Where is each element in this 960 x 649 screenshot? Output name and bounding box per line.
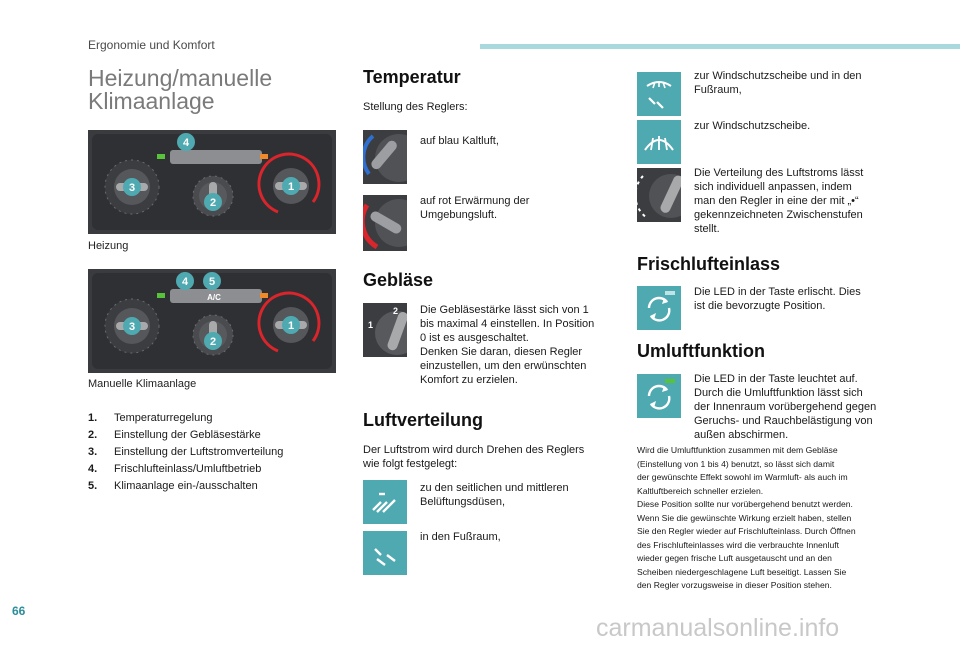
- legend-num: 4.: [88, 463, 98, 475]
- distribution-line: gekennzeichneten Zwischenstufen: [694, 209, 863, 221]
- legend-list: [88, 410, 283, 495]
- luftverteilung-item2: [420, 530, 501, 544]
- distribution-text: [694, 166, 863, 236]
- legend-text: Einstellung der Luftstromverteilung: [114, 446, 284, 458]
- note-line: Sie den Regler wieder auf Frischlufteinlass. Durch Öffnen: [637, 526, 856, 536]
- distribution-line: man den Regler in eine der mit „•“: [694, 195, 859, 207]
- heading-geblaese: Gebläse: [363, 270, 434, 290]
- distribution-line: Die Verteilung des Luftstroms lässt: [694, 167, 864, 179]
- marker-3: [123, 317, 141, 335]
- recirculation-icon: [637, 374, 681, 418]
- right-item3-line-1: zur Windschutzscheibe und in den: [694, 70, 862, 82]
- geblaese-line: Denken Sie daran, diesen Regler: [420, 346, 583, 358]
- luftverteilung-intro-line-1: Der Luftstrom wird durch Drehen des Reglers: [363, 444, 585, 456]
- legend-text: Frischlufteinlass/Umluftbetrieb: [114, 463, 262, 475]
- temperatur-blue-text: [420, 134, 499, 148]
- umluft-line: Die LED in der Taste leuchtet auf.: [694, 373, 858, 385]
- geblaese-line: bis maximal 4 einstellen. In Position: [420, 318, 595, 330]
- legend-item: [88, 410, 283, 427]
- button-strip: [170, 150, 262, 164]
- frischluft-text: [694, 285, 861, 313]
- legend-num: 2.: [88, 429, 98, 441]
- marker-4-text: 4: [181, 276, 189, 288]
- marker-4-text: 4: [182, 137, 190, 149]
- section-header: Ergonomie und Komfort: [88, 38, 215, 52]
- legend-item: [88, 461, 283, 478]
- knob-blue-drawing: [363, 130, 407, 184]
- geblaese-line: 0 ist es ausgeschaltet.: [420, 332, 529, 344]
- legend-num: 3.: [88, 446, 98, 458]
- legend-item: [88, 444, 283, 461]
- vent-windscreen-drawing: [637, 120, 681, 164]
- luftverteilung-item1-line-2: Belüftungsdüsen,: [420, 496, 506, 508]
- note-line: der gewünschte Effekt sowohl im Warmluft- als auch im: [637, 472, 848, 482]
- right-item4: zur Windschutzscheibe.: [694, 120, 811, 132]
- marker-5-text: 5: [208, 276, 216, 288]
- luftverteilung-item1: [420, 481, 569, 509]
- knob-red-image: [363, 195, 407, 251]
- vent-foot-icon: [363, 531, 407, 575]
- legend-text: Einstellung der Gebläsestärke: [114, 429, 261, 441]
- legend-num: 5.: [88, 480, 98, 492]
- note-line: Wird die Umluftfunktion zusammen mit dem Gebläse: [637, 445, 838, 455]
- umluft-line: der Innenraum vorübergehend gegen: [694, 401, 877, 413]
- marker-3-text: 3: [128, 321, 136, 333]
- temperatur-red-line-2: Umgebungsluft.: [420, 209, 498, 221]
- note-line: Diese Position sollte nur vorübergehend benutzt werden.: [637, 499, 853, 509]
- heading-temperatur: Temperatur: [363, 67, 461, 87]
- vent-face-icon: [363, 480, 407, 524]
- distribution-line: stellt.: [694, 223, 720, 235]
- luftverteilung-intro: [363, 443, 584, 471]
- note-line: des Frischlufteinlasses wird die verbrauchte Innenluft: [637, 539, 840, 550]
- marker-5: [203, 272, 221, 290]
- page-title: [88, 67, 272, 113]
- note-line: Kaltluftbereich schneller erzielen.: [637, 485, 764, 496]
- heading-luftverteilung: Luftverteilung: [363, 410, 483, 430]
- ac-panel-image: [88, 269, 336, 373]
- legend-item: [88, 478, 283, 495]
- umluft-text: [694, 372, 876, 442]
- note-line: Wenn Sie die gewünschte Wirkung erzielt haben, stellen: [637, 512, 852, 523]
- geblaese-line: einzustellen, um den erwünschten: [420, 360, 587, 372]
- right-item3-line-2: Fußraum,: [694, 84, 742, 96]
- umluft-line: Geruchs- und Rauchbelästigung von: [694, 415, 873, 427]
- note-line: wieder gegen frische Luft ausgetauscht und an den: [637, 553, 832, 563]
- legend-num: 1.: [88, 412, 98, 424]
- knob-fan-drawing: [363, 303, 407, 357]
- temperatur-red-line-1: auf rot Erwärmung der: [420, 195, 530, 207]
- marker-1: [282, 177, 300, 195]
- geblaese-line: Die Gebläsestärke lässt sich von 1: [420, 304, 589, 316]
- marker-2-text: 2: [209, 336, 217, 348]
- umluft-line: Durch die Umluftfunktion lässt sich: [694, 387, 863, 399]
- vent-windscreen-icon: [637, 120, 681, 164]
- knob-distribution-image: [637, 168, 681, 222]
- temperatur-red-text: [420, 194, 529, 222]
- svg-text:1: 1: [368, 320, 374, 330]
- recirculation-drawing: [637, 374, 681, 418]
- vent-windscreen-foot-icon: [637, 72, 681, 116]
- note-line: (Einstellung von 1 bis 4) benutzt, so lässt sich damit: [637, 458, 835, 469]
- legend-text: Temperaturregelung: [114, 412, 213, 424]
- knob-blue-image: [363, 130, 407, 184]
- vent-windscreen-foot-drawing: [637, 72, 681, 116]
- right-item3: [694, 69, 862, 97]
- vent-foot-drawing: [363, 531, 407, 575]
- luftverteilung-item2-line: in den Fußraum,: [420, 531, 501, 543]
- marker-4: [177, 133, 195, 151]
- temperatur-intro: Stellung des Reglers:: [363, 101, 468, 113]
- distribution-line: sich individuell anpassen, indem: [694, 181, 852, 193]
- ac-panel-drawing: [88, 269, 336, 373]
- page-number: 66: [12, 604, 26, 618]
- marker-4: [176, 272, 194, 290]
- header-bar: [480, 44, 960, 49]
- figure-caption-ac: Manuelle Klimaanlage: [88, 378, 197, 390]
- note-line: den Regler vorzugsweise in dieser Position stehen.: [637, 580, 832, 590]
- heating-panel-image: [88, 130, 336, 234]
- figure-caption-heating: Heizung: [88, 240, 129, 252]
- luftverteilung-item1-line-1: zu den seitlichen und mittleren: [420, 482, 569, 494]
- umluft-note: [637, 444, 856, 593]
- marker-3-text: 3: [128, 182, 136, 194]
- marker-2: [204, 332, 222, 350]
- svg-text:2: 2: [393, 306, 399, 316]
- marker-1: [282, 316, 300, 334]
- geblaese-text: [420, 303, 594, 387]
- legend-item: [88, 427, 283, 444]
- legend-text: Klimaanlage ein-/ausschalten: [114, 480, 258, 492]
- knob-red-drawing: [363, 195, 407, 251]
- luftverteilung-intro-line-2: wie folgt festgelegt:: [363, 458, 458, 470]
- marker-1-text: 1: [287, 320, 295, 332]
- frischluft-line-1: Die LED in der Taste erlischt. Dies: [694, 286, 861, 298]
- marker-1-text: 1: [287, 181, 295, 193]
- fresh-air-icon: [637, 286, 681, 330]
- vent-face-drawing: [363, 480, 407, 524]
- fresh-air-drawing: [637, 286, 681, 330]
- marker-2: [204, 193, 222, 211]
- ac-label: A/C: [207, 293, 221, 302]
- title-line-2: Klimaanlage: [88, 88, 215, 114]
- marker-3: [123, 178, 141, 196]
- watermark: carmanualsonline.info: [596, 614, 840, 642]
- frischluft-line-2: ist die bevorzugte Position.: [694, 300, 826, 312]
- umluft-line: außen abschirmen.: [694, 429, 789, 441]
- temperatur-blue-line: auf blau Kaltluft,: [420, 135, 499, 147]
- heating-panel-drawing: [88, 130, 336, 234]
- knob-fan-image: [363, 303, 407, 357]
- geblaese-line: Komfort zu erzielen.: [420, 374, 518, 386]
- title-line-1: Heizung/manuelle: [88, 65, 273, 91]
- marker-2-text: 2: [209, 197, 217, 209]
- heading-umluft: Umluftfunktion: [637, 341, 765, 361]
- knob-distribution-drawing: [637, 168, 681, 222]
- heading-frischluft: Frischlufteinlass: [637, 254, 781, 274]
- note-line: Scheiben niedergeschlagene Luft beseitigt. Lassen Sie: [637, 566, 847, 577]
